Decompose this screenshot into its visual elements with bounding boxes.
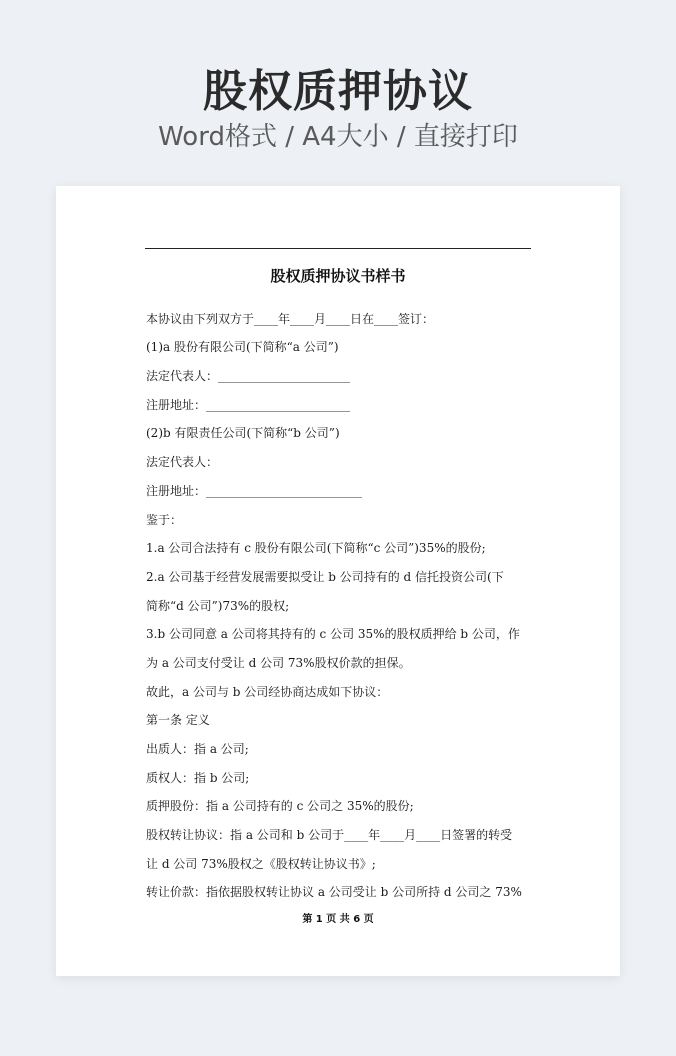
doc-line-party-a: (1)a 股份有限公司(下简称“a 公司”) (146, 340, 339, 354)
header-rule (145, 248, 531, 249)
banner-title: 股权质押协议 (203, 66, 473, 117)
doc-line-transfer-agreement: 股权转让协议：指 a 公司和 b 公司于____年____月____日签署的转受 (146, 828, 513, 842)
doc-line-agreement: 故此，a 公司与 b 公司经协商达成如下协议： (146, 685, 389, 699)
doc-line-whereas: 鉴于： (146, 513, 183, 527)
doc-line-recital-3: 3.b 公司同意 a 公司将其持有的 c 公司 35%的股权质押给 b 公司，作 (146, 627, 520, 641)
doc-line-party-b-rep: 法定代表人： (146, 455, 219, 469)
doc-line-pledgor: 出质人：指 a 公司; (146, 742, 249, 756)
document-title: 股权质押协议书样书 (270, 267, 406, 285)
document-page (56, 186, 620, 976)
doc-line-recital-3-cont: 为 a 公司支付受让 d 公司 73%股权价款的担保。 (146, 656, 411, 670)
page-number: 第 1 页 共 6 页 (302, 914, 374, 925)
doc-line-party-b-address: 注册地址：__________________________ (146, 484, 363, 498)
doc-line-article-1: 第一条 定义 (146, 713, 210, 727)
doc-line-party-b: (2)b 有限责任公司(下简称“b 公司”) (146, 426, 340, 440)
doc-line-pledgee: 质权人：指 b 公司; (146, 771, 250, 785)
doc-line-recital-2-cont: 简称“d 公司”)73%的股权; (146, 599, 290, 613)
doc-line-transfer-price: 转让价款：指依据股权转让协议 a 公司受让 b 公司所持 d 公司之 73% (146, 885, 522, 899)
doc-line-recital-2: 2.a 公司基于经营发展需要拟受让 b 公司持有的 d 信托投资公司(下 (146, 570, 504, 584)
doc-line-party-a-address: 注册地址：________________________ (146, 398, 351, 412)
doc-line-signing-date: 本协议由下列双方于____年____月____日在____签订： (146, 312, 435, 326)
banner-subtitle: Word格式 / A4大小 / 直接打印 (158, 122, 518, 152)
doc-line-pledged-shares: 质押股份：指 a 公司持有的 c 公司之 35%的股份; (146, 799, 414, 813)
doc-line-party-a-rep: 法定代表人：______________________ (146, 369, 351, 383)
doc-line-transfer-agreement-cont: 让 d 公司 73%股权之《股权转让协议书》; (146, 857, 376, 871)
doc-line-recital-1: 1.a 公司合法持有 c 股份有限公司(下简称“c 公司”)35%的股份; (146, 541, 486, 555)
